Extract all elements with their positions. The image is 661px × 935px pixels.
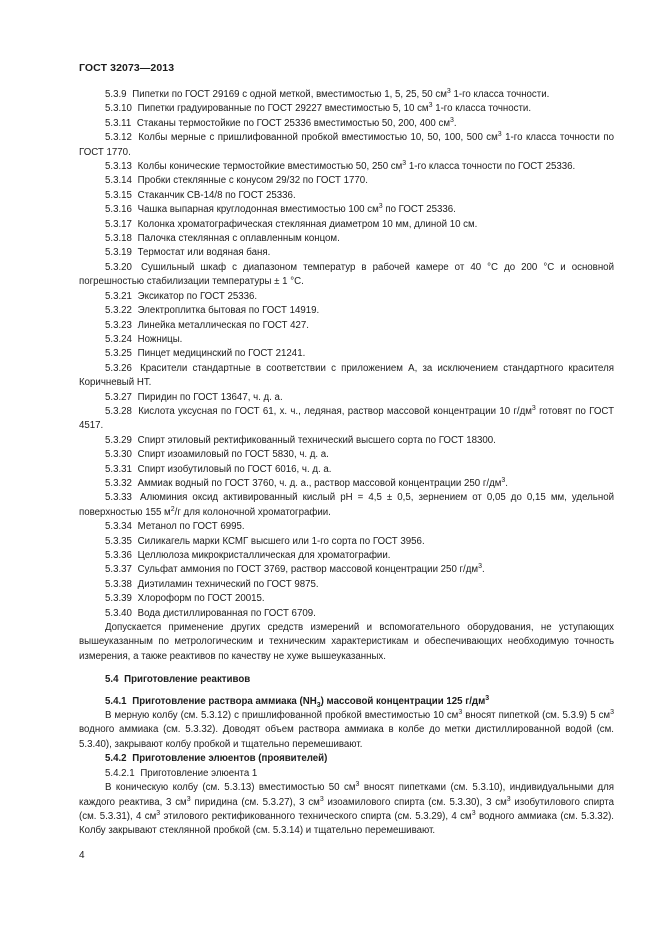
item-text: Аммиак водный по ГОСТ 3760, ч. д. а., раствор массовой концентрации 250 $г/дм^3$. bbox=[137, 476, 508, 489]
list-item bbox=[79, 491, 614, 520]
item-number: 5.3.34 bbox=[105, 521, 132, 533]
item-number: 5.3.9 bbox=[105, 89, 127, 100]
list-item bbox=[79, 563, 614, 577]
paragraph-5-4-2-1: В коническую колбу (см. 5.3.13) вместимостью 50 $см^3$ вносят пипетками (см. 5.3.10), индивидуальными для каждого реактива, 3 $см^3$ пиридина (см. 5.3.27), 3 $см^3$ изоамилового спирта (см. 5.3.30), 3 $см^3$ изобутилового спирта (см. 5.3.31), 4 $см^3$ этилового ректификованного технического спирта (см. 5.3.29), 4 $см^3$ водного аммиака (см. 5.3.32). Колбу закрывают стеклянной пробкой (см. 5.3.14) и тщательно перемешивают. bbox=[79, 780, 614, 837]
item-number: 5.3.13 bbox=[105, 161, 132, 173]
item-text: Красители стандартные в соответствии с приложением А, за исключением стандартного красителя Коричневый НТ. bbox=[79, 362, 614, 389]
page-body bbox=[79, 88, 614, 839]
list-item bbox=[79, 304, 614, 318]
list-item bbox=[79, 520, 614, 534]
item-number: 5.3.32 bbox=[105, 477, 132, 489]
page-number: 4 bbox=[79, 850, 85, 861]
item-number: 5.3.17 bbox=[105, 218, 132, 230]
item-number: 5.3.20 bbox=[105, 261, 132, 273]
item-text: Колбы мерные с пришлифованной пробкой вместимостью 10, 50, 100, 500 $см^3$ 1-го класса точности по ГОСТ 1770. bbox=[79, 130, 614, 158]
list-item bbox=[79, 607, 614, 621]
item-number: 5.3.24 bbox=[105, 333, 132, 345]
list-item bbox=[79, 203, 614, 217]
list-item bbox=[79, 448, 614, 462]
item-number: 5.3.12 bbox=[105, 132, 132, 144]
item-number: 5.3.33 bbox=[105, 492, 132, 504]
list-item bbox=[79, 189, 614, 203]
item-number: 5.3.15 bbox=[105, 189, 132, 201]
item-number: 5.3.16 bbox=[105, 204, 132, 216]
item-text: Целлюлоза микрокристаллическая для хроматографии. bbox=[137, 550, 391, 561]
item-text: Палочка стеклянная с оплавленным концом. bbox=[137, 233, 340, 245]
item-number: 5.3.37 bbox=[105, 564, 132, 576]
item-text: Кислота уксусная по ГОСТ 61, х. ч., ледяная, раствор массовой концентрации 10 $г/дм^3$ готовят по ГОСТ 4517. bbox=[79, 404, 614, 432]
item-number: 5.3.23 bbox=[105, 319, 132, 331]
item-text: Пипетки по ГОСТ 29169 с одной меткой, вместимостью 1, 5, 25, 50 $см^3$ 1-го класса точности. bbox=[132, 87, 550, 100]
list-item bbox=[79, 405, 614, 434]
item-text: Электроплитка бытовая по ГОСТ 14919. bbox=[137, 305, 320, 317]
item-text: Колонка хроматографическая стеклянная диаметром 10 мм, длиной 10 см. bbox=[137, 218, 478, 230]
list-item bbox=[79, 333, 614, 347]
item-text: Силикагель марки КСМГ высшего или 1-го сорта по ГОСТ 3956. bbox=[137, 535, 425, 547]
section-heading-5-4-2: 5.4.2 Приготовление элюентов (проявителей) bbox=[105, 753, 328, 765]
item-number: 5.3.25 bbox=[105, 348, 132, 360]
item-text: Метанол по ГОСТ 6995. bbox=[137, 521, 245, 533]
item-number: 5.3.38 bbox=[105, 578, 132, 590]
item-text: Эксикатор по ГОСТ 25336. bbox=[137, 290, 258, 302]
list-item bbox=[79, 463, 614, 477]
item-number: 5.3.40 bbox=[105, 607, 132, 619]
section-heading-5-4-1: 5.4.1 Приготовление раствора аммиака $(NH_3)$ массовой концентрации 125 $г/дм^3$ bbox=[105, 694, 490, 709]
document-header: ГОСТ 32073—2013 bbox=[79, 62, 175, 74]
item-text: Хлороформ по ГОСТ 20015. bbox=[137, 593, 265, 605]
list-item bbox=[79, 218, 614, 232]
item-number: 5.3.10 bbox=[105, 103, 132, 115]
list-item bbox=[79, 290, 614, 304]
item-text: Спирт изоамиловый по ГОСТ 5830, ч. д. а. bbox=[137, 449, 329, 461]
equipment-list bbox=[79, 88, 614, 621]
item-number: 5.3.14 bbox=[105, 175, 132, 187]
item-text: Стаканы термостойкие по ГОСТ 25336 вместимостью 50, 200, 400 $см^3$. bbox=[136, 116, 457, 129]
list-item bbox=[79, 131, 614, 160]
list-item bbox=[79, 117, 614, 131]
item-text: Стаканчик СВ-14/8 по ГОСТ 25336. bbox=[137, 189, 296, 201]
item-number: 5.3.22 bbox=[105, 305, 132, 317]
item-number: 5.3.31 bbox=[105, 463, 132, 475]
item-number: 5.3.26 bbox=[105, 362, 132, 374]
item-number: 5.3.28 bbox=[105, 405, 132, 417]
list-item bbox=[79, 362, 614, 391]
list-item bbox=[79, 549, 614, 563]
paragraph-5-4-1: В мерную колбу (см. 5.3.12) с пришлифованной пробкой вместимостью 10 $см^3$ вносят пипеткой (см. 5.3.9) 5 $см^3$ водного аммиака (см. 5.3.32). Доводят объем раствора аммиака в колбе до метки дистиллированной водой (см. 5.3.40), закрывают колбу пробкой и тщательно перемешивают. bbox=[79, 708, 614, 750]
item-number: 5.3.21 bbox=[105, 290, 132, 302]
item-text: Алюминия оксид активированный кислый рН = 4,5 ± 0,5, зернением от 0,05 до 0,15 мм, удельной поверхностью 155 $м^2/г$ для колоночной хроматографии. bbox=[79, 492, 614, 518]
item-number: 5.3.27 bbox=[105, 391, 132, 403]
section-heading-5-4: 5.4 Приготовление реактивов bbox=[105, 674, 251, 686]
list-item bbox=[79, 261, 614, 290]
list-item bbox=[79, 246, 614, 260]
list-item bbox=[79, 477, 614, 491]
list-item bbox=[79, 319, 614, 333]
item-number: 5.3.18 bbox=[105, 233, 132, 245]
item-text: Чашка выпарная круглодонная вместимостью 100 $см^3$ по ГОСТ 25336. bbox=[137, 203, 456, 216]
item-number: 5.3.29 bbox=[105, 434, 132, 446]
item-text: Пиридин по ГОСТ 13647, ч. д. а. bbox=[137, 391, 283, 403]
list-item bbox=[79, 578, 614, 592]
item-text: Спирт этиловый ректификованный технический высшего сорта по ГОСТ 18300. bbox=[137, 434, 496, 446]
item-text: Колбы конические термостойкие вместимостью 50, 250 $см^3$ 1-го класса точности по ГОСТ 25336. bbox=[137, 159, 576, 173]
subsection-heading-5-4-2-1: 5.4.2.1 Приготовление элюента 1 bbox=[105, 767, 258, 779]
item-text: Сульфат аммония по ГОСТ 3769, раствор массовой концентрации 250 $г/дм^3$. bbox=[137, 563, 485, 576]
item-text: Пипетки градуированные по ГОСТ 29227 вместимостью 5, 10 $см^3$ 1-го класса точности. bbox=[137, 102, 532, 115]
list-item bbox=[79, 535, 614, 549]
item-number: 5.3.19 bbox=[105, 247, 132, 259]
item-text: Пинцет медицинский по ГОСТ 21241. bbox=[137, 348, 306, 360]
list-item bbox=[79, 232, 614, 246]
item-text: Сушильный шкаф с диапазоном температур в рабочей камере от 40 °С до 200 °С и основной погрешностью стабилизации температуры ± 1 °С. bbox=[79, 261, 614, 288]
item-text: Ножницы. bbox=[137, 333, 183, 345]
note-paragraph: Допускается применение других средств измерений и вспомогательного оборудования, не уступающих вышеуказанным по метрологическим и техническим характеристикам и обеспечивающих необходимую точность измерения, а также реактивов по качеству не хуже вышеуказанных. bbox=[79, 622, 614, 662]
list-item bbox=[79, 592, 614, 606]
list-item bbox=[79, 174, 614, 188]
list-item bbox=[79, 160, 614, 174]
list-item bbox=[79, 434, 614, 448]
list-item bbox=[79, 88, 614, 102]
list-item bbox=[79, 391, 614, 405]
item-number: 5.3.39 bbox=[105, 593, 132, 605]
item-text: Вода дистиллированная по ГОСТ 6709. bbox=[137, 607, 316, 619]
item-number: 5.3.30 bbox=[105, 449, 132, 461]
item-text: Пробки стеклянные с конусом 29/32 по ГОСТ 1770. bbox=[137, 175, 368, 187]
list-item bbox=[79, 347, 614, 361]
item-text: Диэтиламин технический по ГОСТ 9875. bbox=[137, 578, 319, 590]
item-text: Линейка металлическая по ГОСТ 427. bbox=[137, 319, 310, 331]
item-text: Термостат или водяная баня. bbox=[137, 247, 271, 259]
item-number: 5.3.11 bbox=[105, 117, 132, 129]
list-item bbox=[79, 102, 614, 116]
item-text: Спирт изобутиловый по ГОСТ 6016, ч. д. а. bbox=[137, 463, 332, 475]
item-number: 5.3.36 bbox=[105, 550, 132, 561]
item-number: 5.3.35 bbox=[105, 535, 132, 547]
